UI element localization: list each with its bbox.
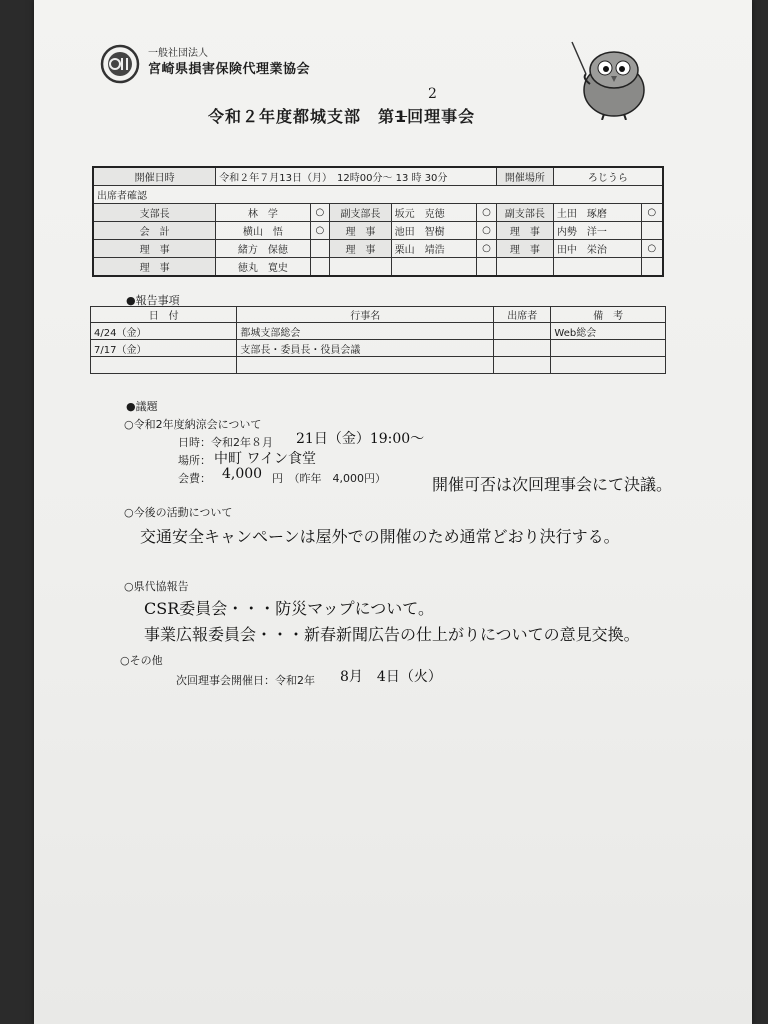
title-text-before: 令和２年度都城支部 第 (208, 107, 396, 126)
attendee-name (391, 258, 477, 277)
attendee-role: 理 事 (496, 240, 553, 258)
attendance-mark: ○ (310, 222, 330, 240)
report-attendees (494, 357, 551, 374)
place-value: ろじうら (553, 167, 663, 186)
attendance-mark: ○ (477, 222, 497, 240)
report-note (551, 357, 666, 374)
attendee-role: 会 計 (93, 222, 216, 240)
report-event (237, 357, 494, 374)
report-note: Web総会 (551, 323, 666, 340)
attendee-name: 内勢 洋一 (553, 222, 641, 240)
attendee-name: 徳丸 寛史 (216, 258, 310, 277)
event-place-label: 場所： (178, 454, 211, 467)
attendee-role: 理 事 (330, 222, 391, 240)
col-date: 日 付 (91, 307, 237, 323)
title-struck-number: 1 (395, 107, 408, 126)
report-heading: ●報告事項 (126, 294, 180, 307)
attendance-mark: ○ (477, 240, 497, 258)
datetime-value: 令和２年７月13日（月） 12時00分～ 13 時 30分 (216, 167, 497, 186)
datetime-row (93, 167, 663, 186)
next-meeting-handwritten: 8月 4日（火） (340, 669, 442, 685)
attendee-name: 土田 琢磨 (553, 204, 641, 222)
attendee-role: 理 事 (93, 240, 216, 258)
agenda-item-title: ○県代協報告 (124, 580, 189, 593)
col-attendees: 出席者 (494, 307, 551, 323)
report-event: 支部長・委員長・役員会議 (237, 340, 494, 357)
next-meeting-label: 次回理事会開催日：令和2年 (176, 674, 315, 687)
place-label: 開催場所 (496, 167, 553, 186)
attendee-role (330, 258, 391, 277)
agenda-item-title: ○令和2年度納涼会について (124, 418, 262, 431)
event-date-handwritten: 21日（金）19:00～ (296, 431, 425, 447)
title-text-after: 回理事会 (407, 107, 476, 126)
col-event: 行事名 (237, 307, 494, 323)
attendee-role: 理 事 (93, 258, 216, 277)
attendee-role: 副支部長 (496, 204, 553, 222)
report-attendees (494, 323, 551, 340)
activity-handwritten: 交通安全キャンペーンは屋外での開催のため通常どおり決行する。 (140, 527, 620, 546)
attendee-name: 林 学 (216, 204, 310, 222)
col-notes: 備 考 (551, 307, 666, 323)
decision-handwritten: 開催可否は次回理事会にて決議。 (432, 475, 673, 494)
attendee-name (553, 258, 641, 277)
report-date: 7/17（金） (91, 340, 237, 357)
attendee-role: 理 事 (496, 222, 553, 240)
agenda-heading: ●議題 (126, 400, 158, 413)
attendance-mark (310, 240, 330, 258)
org-type-label: 一般社団法人 (148, 48, 208, 59)
event-fee-unit: 円 （昨年 4,000円） (272, 472, 386, 485)
meeting-info-table (92, 166, 664, 277)
agenda-item-title: ○今後の活動について (124, 506, 233, 519)
title-handwritten-correction: 2 (428, 86, 437, 102)
attendee-name: 池田 智樹 (391, 222, 477, 240)
attendees-label: 出席者確認 (93, 186, 663, 204)
report-line-handwritten: 事業広報委員会・・・新春新聞広告の仕上がりについての意見交換。 (144, 625, 640, 644)
attendance-mark (641, 258, 663, 277)
table-row (91, 340, 666, 357)
attendee-name: 緒方 保徳 (216, 240, 310, 258)
mascot-owl-icon (564, 40, 654, 120)
attendee-row (93, 222, 663, 240)
meeting-title (208, 104, 475, 127)
datetime-label: 開催日時 (93, 167, 216, 186)
association-logo-icon (100, 44, 140, 84)
report-header-row (91, 307, 666, 323)
table-row (91, 357, 666, 374)
attendance-mark (641, 222, 663, 240)
attendee-name: 横山 悟 (216, 222, 310, 240)
attendee-row (93, 258, 663, 277)
attendance-mark: ○ (641, 240, 663, 258)
event-fee-handwritten: 4,000 (222, 466, 263, 482)
report-line-handwritten: CSR委員会・・・防災マップについて。 (144, 599, 434, 618)
attendee-role: 理 事 (330, 240, 391, 258)
attendee-row (93, 240, 663, 258)
event-fee-label: 会費： (178, 472, 211, 485)
attendance-mark (310, 258, 330, 277)
attendee-name: 田中 栄治 (553, 240, 641, 258)
agenda-item-title: ○その他 (120, 654, 163, 667)
attendees-label-row (93, 186, 663, 204)
report-date (91, 357, 237, 374)
attendance-mark (477, 258, 497, 277)
org-name: 宮崎県損害保険代理業協会 (148, 62, 311, 77)
attendance-mark: ○ (477, 204, 497, 222)
event-place-handwritten: 中町 ワイン食堂 (214, 451, 317, 467)
event-date-label: 日時：令和2年８月 (178, 436, 273, 449)
report-event: 都城支部総会 (237, 323, 494, 340)
report-table (90, 306, 666, 374)
table-row (91, 323, 666, 340)
report-date: 4/24（金） (91, 323, 237, 340)
attendee-row (93, 204, 663, 222)
attendee-name: 栗山 靖浩 (391, 240, 477, 258)
attendance-mark: ○ (310, 204, 330, 222)
report-note (551, 340, 666, 357)
report-attendees (494, 340, 551, 357)
attendee-role: 支部長 (93, 204, 216, 222)
attendance-mark: ○ (641, 204, 663, 222)
attendee-name: 坂元 克徳 (391, 204, 477, 222)
attendee-role (496, 258, 553, 277)
attendee-role: 副支部長 (330, 204, 391, 222)
